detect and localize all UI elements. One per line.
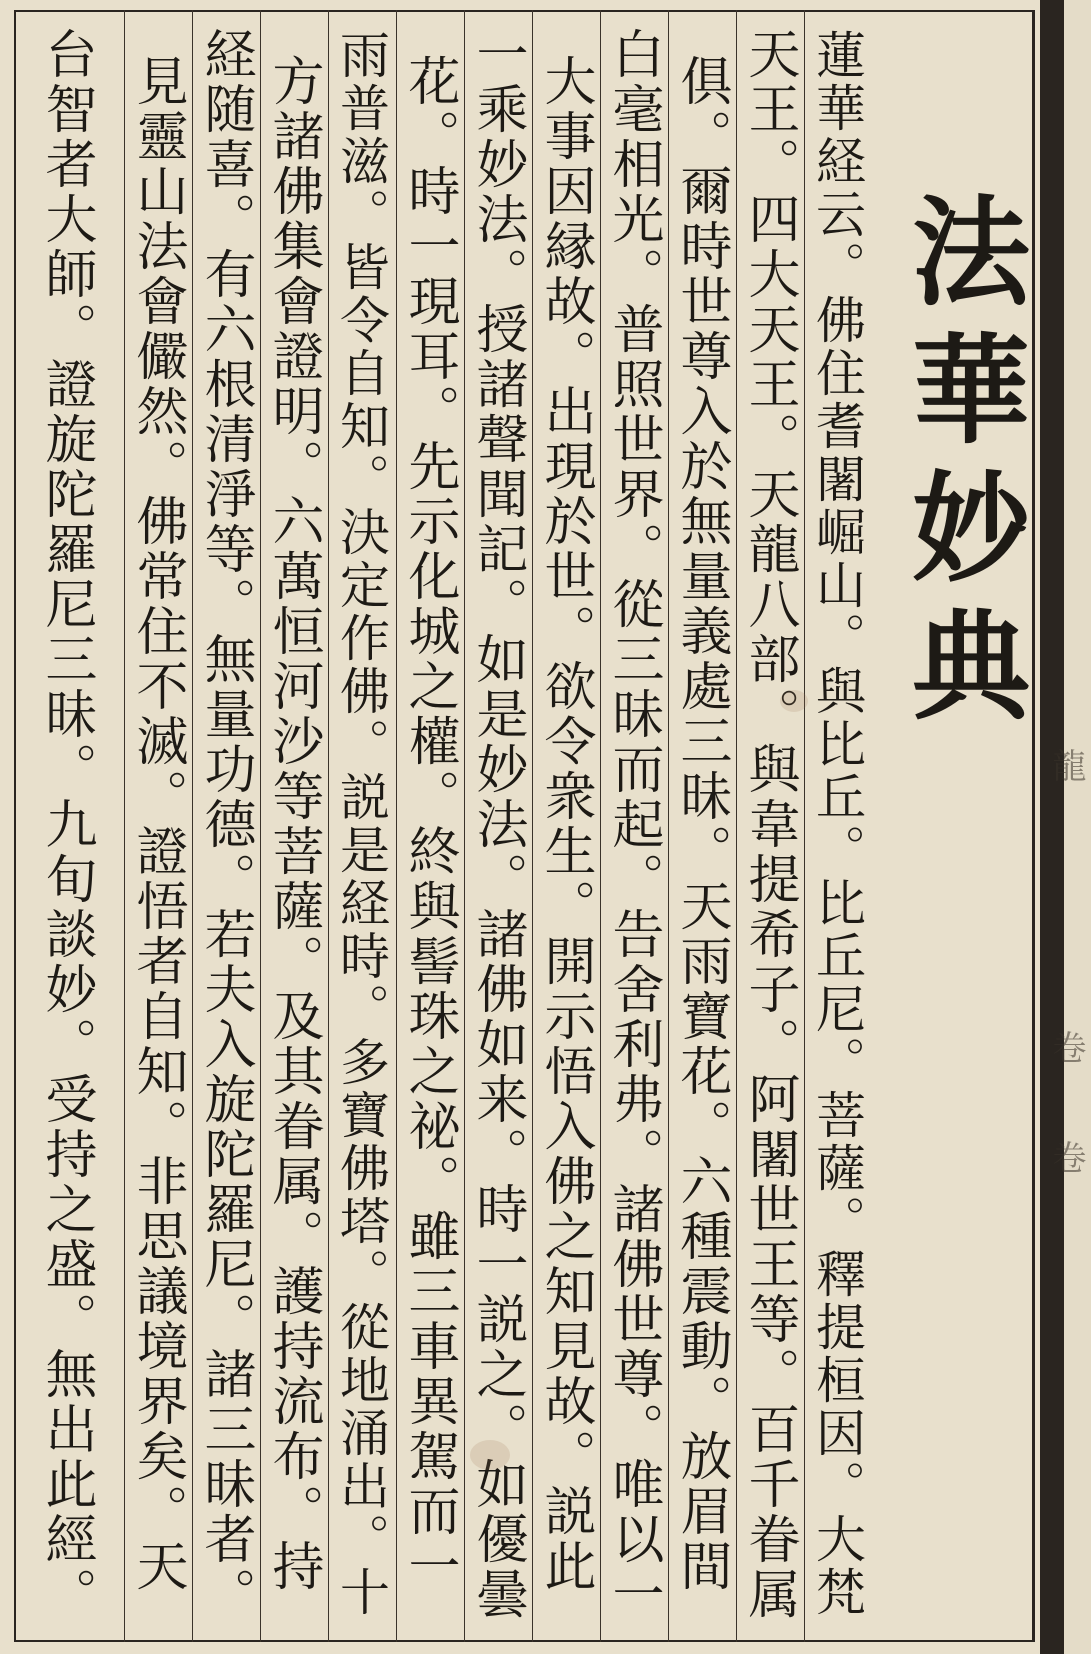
text-column-content: 見靈山法會儼然。佛常住不滅。證悟者自知。非思議境界矣。天 — [127, 54, 187, 1594]
margin-mark: 卷 — [1046, 1140, 1086, 1174]
text-column — [260, 10, 329, 1642]
text-column-content: 台智者大師。證旋陀羅尼三昧。九旬談妙。受持之盛。無出此經。 — [36, 26, 96, 1622]
text-column — [532, 10, 601, 1642]
paper-stain — [780, 690, 808, 712]
text-column — [600, 10, 669, 1642]
text-column — [124, 10, 193, 1642]
page-title: 法華妙典 — [892, 190, 1031, 742]
text-column-content: 一乘妙法。授諸聲聞記。如是妙法。諸佛如来。時一説之。如優曇 — [467, 26, 527, 1622]
paper-stain — [470, 1440, 510, 1470]
text-column-content: 蓮華経云。佛住耆闍崛山。與比丘。比丘尼。菩薩。釋提桓因。大梵 — [808, 29, 866, 1619]
text-column-content: 白毫相光。普照世界。從三昧而起。告舍利弗。諸佛世尊。唯以一 — [603, 26, 663, 1622]
text-column-content: 雨普滋。皆令自知。決定作佛。説是経時。多寶佛塔。從地涌出。十 — [332, 29, 390, 1619]
text-column — [736, 10, 805, 1642]
text-column — [328, 10, 397, 1642]
text-column-content: 経随喜。有六根清淨等。無量功德。若夫入旋陀羅尼。諸三昧者。 — [195, 26, 255, 1622]
text-column-content: 天王。四大天王。天龍八部。與韋提希子。阿闍世王等。百千眷属 — [739, 26, 799, 1622]
text-column-content: 花。時一現耳。先示化城之權。終與髻珠之祕。雖三車異駕而一 — [399, 54, 459, 1594]
text-column-content: 方諸佛集會證明。六萬恒河沙等菩薩。及其眷属。護持流布。持 — [263, 54, 323, 1594]
text-body — [14, 10, 1034, 1642]
margin-mark: 龍 — [1046, 748, 1086, 782]
text-column — [192, 10, 261, 1642]
binding-edge — [1040, 0, 1064, 1654]
text-column — [396, 10, 465, 1642]
text-column — [14, 10, 124, 1642]
text-column — [464, 10, 533, 1642]
text-column-content: 俱。爾時世尊入於無量義處三昧。天雨寶花。六種震動。放眉間 — [671, 54, 731, 1594]
text-column — [804, 10, 873, 1642]
margin-mark: 卷 — [1046, 1030, 1086, 1064]
title-column — [872, 10, 1034, 1642]
text-column — [668, 10, 737, 1642]
text-column-content: 大事因縁故。出現於世。欲令衆生。開示悟入佛之知見故。説此 — [535, 54, 595, 1594]
